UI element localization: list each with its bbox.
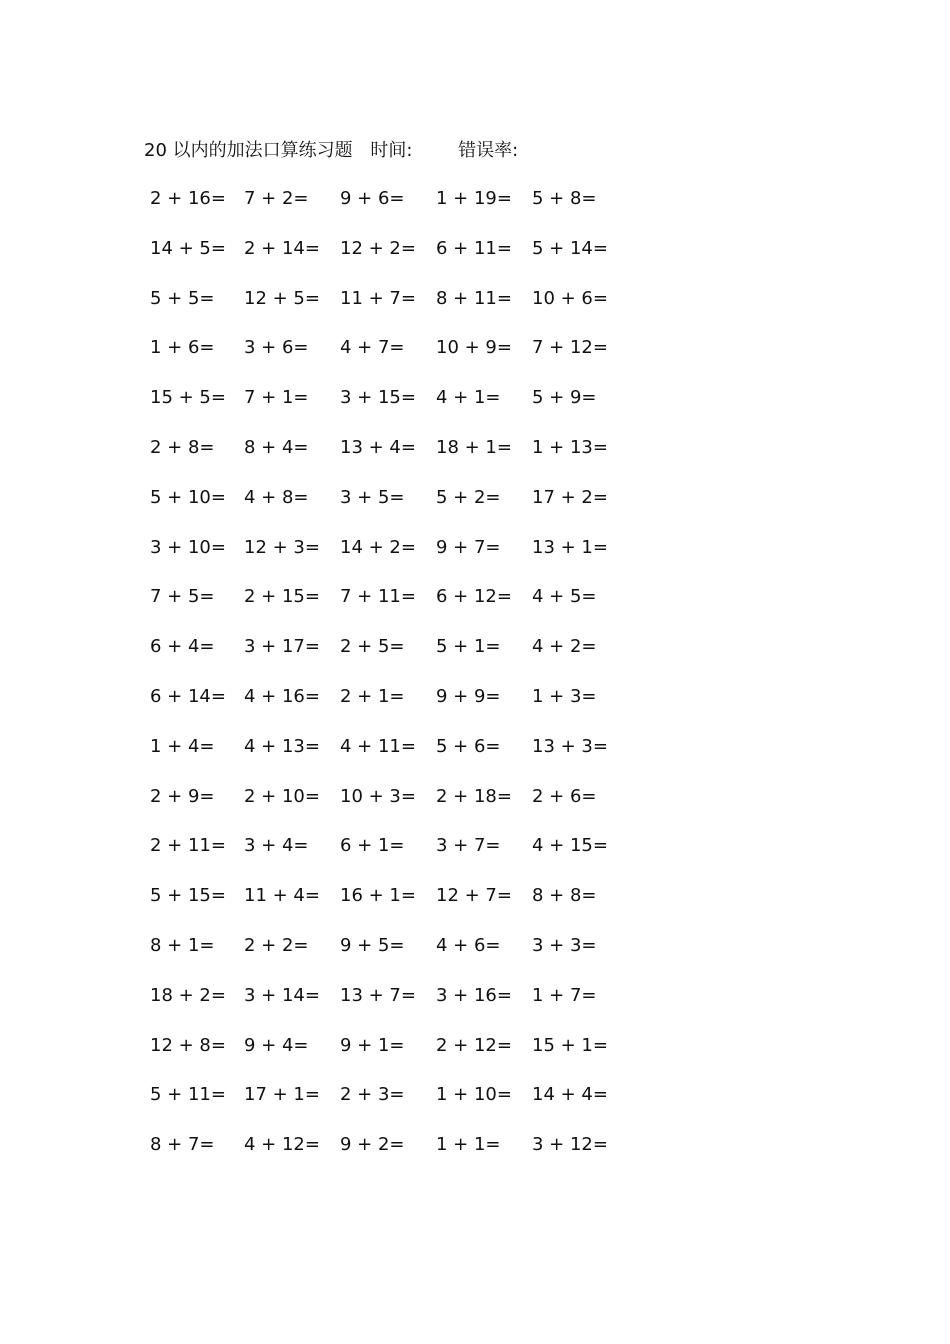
addition-problem: 1 + 3=: [532, 685, 597, 707]
addition-problem: 5 + 11=: [150, 1084, 226, 1106]
addition-problem: 18 + 1=: [436, 436, 512, 458]
addition-problem: 9 + 2=: [340, 1134, 405, 1156]
addition-problem: 2 + 15=: [244, 586, 320, 608]
addition-problem: 2 + 2=: [244, 934, 309, 956]
addition-problem: 4 + 12=: [244, 1134, 320, 1156]
addition-problem: 8 + 8=: [532, 885, 597, 907]
addition-problem: 3 + 17=: [244, 636, 320, 658]
addition-problem: 2 + 16=: [150, 188, 226, 209]
addition-problem: 1 + 19=: [436, 188, 512, 209]
problem-row: [140, 581, 640, 631]
addition-problem: 12 + 2=: [340, 237, 416, 259]
addition-problem: 10 + 9=: [436, 337, 512, 359]
addition-problem: 5 + 2=: [436, 486, 501, 508]
addition-problem: 15 + 1=: [532, 1034, 608, 1056]
problem-row: [140, 631, 640, 681]
addition-problem: 5 + 9=: [532, 387, 597, 409]
addition-problem: 13 + 3=: [532, 735, 608, 757]
addition-problem: 10 + 3=: [340, 785, 416, 807]
worksheet-header: [144, 136, 518, 166]
addition-problem: 6 + 4=: [150, 636, 215, 658]
addition-problem: 5 + 10=: [150, 486, 226, 508]
addition-problem: 2 + 8=: [150, 436, 215, 458]
addition-problem: 14 + 4=: [532, 1084, 608, 1106]
addition-problem: 6 + 11=: [436, 237, 512, 259]
addition-problem: 2 + 5=: [340, 636, 405, 658]
problem-row: [140, 681, 640, 731]
worksheet-title: 20 以内的加法口算练习题: [144, 140, 353, 161]
addition-problem: 4 + 1=: [436, 387, 501, 409]
problem-row: [140, 482, 640, 532]
addition-problem: 11 + 4=: [244, 885, 320, 907]
addition-problem: 2 + 14=: [244, 237, 320, 259]
addition-problem: 14 + 2=: [340, 536, 416, 558]
addition-problem: 14 + 5=: [150, 237, 226, 259]
addition-problem: 4 + 13=: [244, 735, 320, 757]
addition-problem: 7 + 2=: [244, 188, 309, 209]
addition-problem: 8 + 11=: [436, 287, 512, 309]
addition-problem: 13 + 7=: [340, 984, 416, 1006]
time-label: 时间:: [370, 140, 413, 161]
addition-problem: 6 + 1=: [340, 835, 405, 857]
error-rate-label: 错误率:: [458, 140, 519, 161]
problem-row: [140, 880, 640, 930]
addition-problem: 18 + 2=: [150, 984, 226, 1006]
addition-problem: 9 + 6=: [340, 188, 405, 209]
addition-problem: 4 + 5=: [532, 586, 597, 608]
problem-row: [140, 532, 640, 582]
addition-problem: 2 + 18=: [436, 785, 512, 807]
problem-row: [140, 830, 640, 880]
addition-problem: 6 + 12=: [436, 586, 512, 608]
addition-problem: 5 + 8=: [532, 188, 597, 209]
problem-row: [140, 1030, 640, 1080]
problem-row: [140, 980, 640, 1030]
addition-problem: 1 + 7=: [532, 984, 597, 1006]
addition-problem: 2 + 6=: [532, 785, 597, 807]
addition-problem: 9 + 5=: [340, 934, 405, 956]
problem-row: [140, 283, 640, 333]
problem-row: [140, 233, 640, 283]
addition-problem: 1 + 10=: [436, 1084, 512, 1106]
addition-problem: 3 + 4=: [244, 835, 309, 857]
addition-problem: 1 + 1=: [436, 1134, 501, 1156]
addition-problem: 2 + 10=: [244, 785, 320, 807]
addition-problem: 4 + 11=: [340, 735, 416, 757]
problem-row: [140, 1129, 640, 1179]
addition-problem: 3 + 15=: [340, 387, 416, 409]
addition-problem: 16 + 1=: [340, 885, 416, 907]
addition-problem: 3 + 3=: [532, 934, 597, 956]
addition-problem: 3 + 7=: [436, 835, 501, 857]
addition-problem: 7 + 5=: [150, 586, 215, 608]
addition-problem: 3 + 5=: [340, 486, 405, 508]
addition-problem: 3 + 6=: [244, 337, 309, 359]
addition-problem: 12 + 8=: [150, 1034, 226, 1056]
problem-row: [140, 731, 640, 781]
addition-problem: 4 + 2=: [532, 636, 597, 658]
addition-problem: 8 + 7=: [150, 1134, 215, 1156]
addition-problem: 3 + 10=: [150, 536, 226, 558]
addition-problem: 13 + 4=: [340, 436, 416, 458]
addition-problem: 9 + 1=: [340, 1034, 405, 1056]
addition-problem: 1 + 4=: [150, 735, 215, 757]
addition-problem: 4 + 6=: [436, 934, 501, 956]
problem-row: [140, 432, 640, 482]
addition-problem: 5 + 15=: [150, 885, 226, 907]
addition-problem: 9 + 4=: [244, 1034, 309, 1056]
addition-problem: 1 + 13=: [532, 436, 608, 458]
addition-problem: 6 + 14=: [150, 685, 226, 707]
addition-problem: 4 + 7=: [340, 337, 405, 359]
addition-problem: 13 + 1=: [532, 536, 608, 558]
addition-problem: 17 + 2=: [532, 486, 608, 508]
addition-problem: 2 + 11=: [150, 835, 226, 857]
addition-problem: 11 + 7=: [340, 287, 416, 309]
addition-problem: 12 + 7=: [436, 885, 512, 907]
addition-problem: 5 + 1=: [436, 636, 501, 658]
addition-problem: 8 + 4=: [244, 436, 309, 458]
addition-problem: 10 + 6=: [532, 287, 608, 309]
problem-row: [140, 382, 640, 432]
problem-row: [140, 930, 640, 980]
addition-problem: 8 + 1=: [150, 934, 215, 956]
addition-problem: 5 + 14=: [532, 237, 608, 259]
addition-problem: 3 + 16=: [436, 984, 512, 1006]
addition-problem: 15 + 5=: [150, 387, 226, 409]
addition-problem: 2 + 9=: [150, 785, 215, 807]
addition-problem: 2 + 12=: [436, 1034, 512, 1056]
addition-problem: 9 + 7=: [436, 536, 501, 558]
addition-problem: 7 + 12=: [532, 337, 608, 359]
addition-problem: 5 + 5=: [150, 287, 215, 309]
addition-problem: 7 + 1=: [244, 387, 309, 409]
problem-row: [140, 1079, 640, 1129]
problem-row: [140, 183, 640, 233]
problem-row: [140, 781, 640, 831]
problem-grid: [140, 183, 640, 1179]
addition-problem: 4 + 8=: [244, 486, 309, 508]
addition-problem: 3 + 14=: [244, 984, 320, 1006]
addition-problem: 12 + 5=: [244, 287, 320, 309]
addition-problem: 7 + 11=: [340, 586, 416, 608]
addition-problem: 17 + 1=: [244, 1084, 320, 1106]
addition-problem: 2 + 1=: [340, 685, 405, 707]
addition-problem: 1 + 6=: [150, 337, 215, 359]
addition-problem: 12 + 3=: [244, 536, 320, 558]
addition-problem: 4 + 15=: [532, 835, 608, 857]
addition-problem: 5 + 6=: [436, 735, 501, 757]
problem-row: [140, 332, 640, 382]
addition-problem: 9 + 9=: [436, 685, 501, 707]
addition-problem: 3 + 12=: [532, 1134, 608, 1156]
addition-problem: 2 + 3=: [340, 1084, 405, 1106]
addition-problem: 4 + 16=: [244, 685, 320, 707]
